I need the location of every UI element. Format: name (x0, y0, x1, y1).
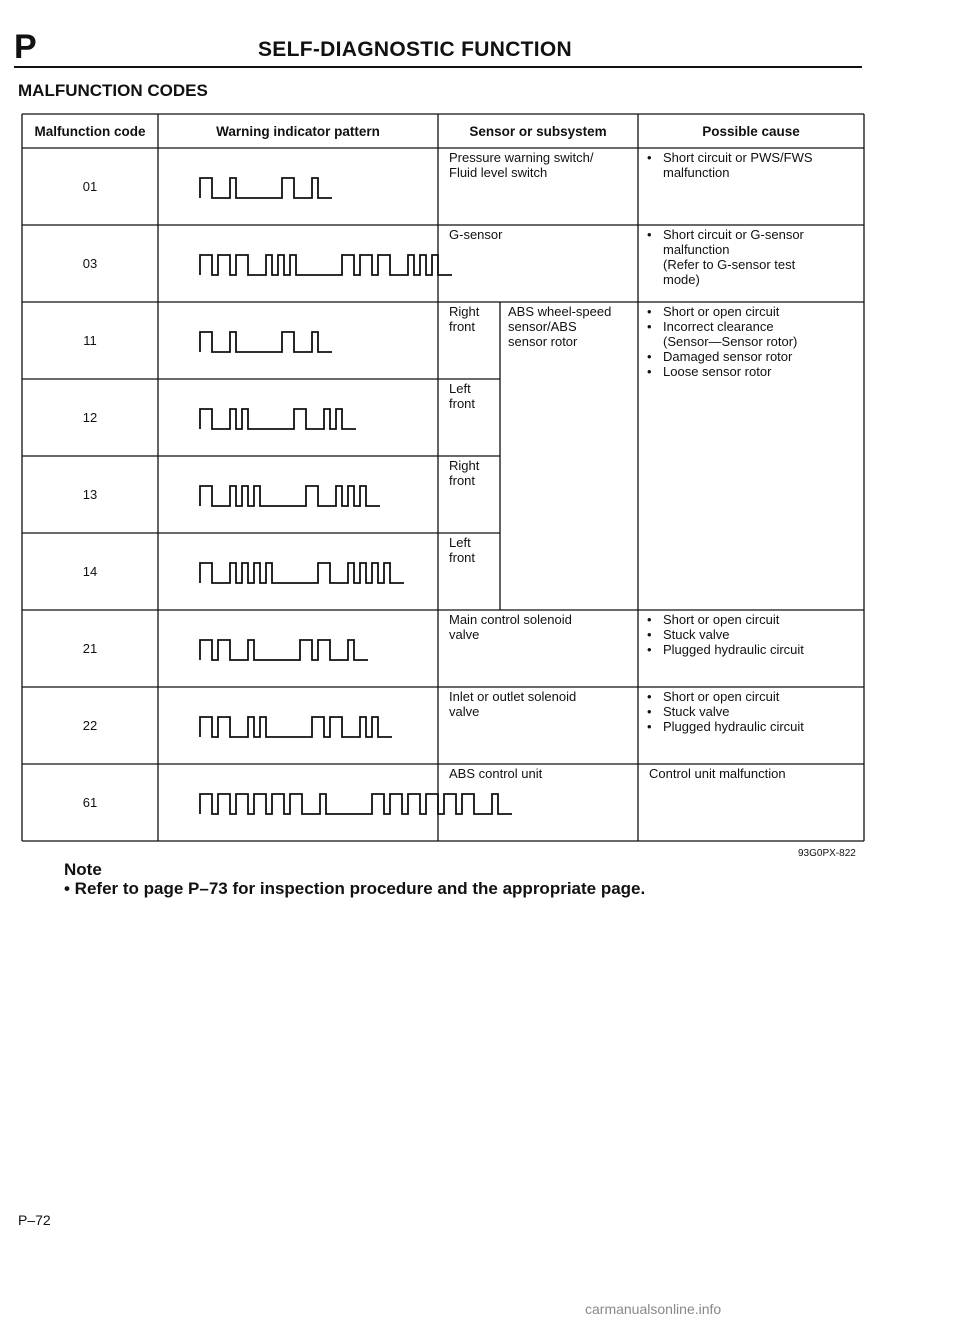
sensor-or-subsystem: G-sensor (449, 227, 503, 242)
possible-cause-item: • Short or open circuit (640, 612, 860, 627)
sensor-position: Left front (449, 535, 476, 565)
possible-cause (640, 150, 860, 180)
possible-cause-item: • Stuck valve (640, 704, 860, 719)
warning-indicator-pattern-12 (200, 409, 356, 429)
warning-indicator-pattern-03 (200, 255, 452, 275)
sensor-position: Right front (449, 304, 480, 334)
possible-cause-item: • Short or open circuit (640, 304, 860, 319)
possible-cause (640, 227, 860, 287)
malfunction-code-01: 01 (82, 179, 98, 194)
possible-cause-item: • Damaged sensor rotor (640, 349, 860, 364)
section-heading: MALFUNCTION CODES (18, 81, 208, 100)
sensor-or-subsystem: Inlet or outlet solenoid valve (449, 689, 577, 719)
header-possible-cause: Possible cause (702, 124, 800, 139)
sensor-or-subsystem: Pressure warning switch/ Fluid level switch (449, 150, 594, 180)
possible-cause-item: • Stuck valve (640, 627, 860, 642)
header-malfunction-code: Malfunction code (34, 124, 146, 139)
warning-indicator-pattern-13 (200, 486, 380, 506)
sensor-position: Right front (449, 458, 480, 488)
possible-cause (640, 689, 860, 734)
header-warning-indicator-pattern: Warning indicator pattern (216, 124, 380, 139)
malfunction-code-22: 22 (82, 718, 98, 733)
warning-indicator-pattern-11 (200, 332, 332, 352)
warning-indicator-pattern-14 (200, 563, 404, 583)
warning-indicator-pattern-61 (200, 794, 512, 814)
warning-indicator-pattern-01 (200, 178, 332, 198)
possible-cause-item: • Plugged hydraulic circuit (640, 719, 860, 734)
figure-id: 93G0PX-822 (798, 848, 856, 859)
malfunction-code-21: 21 (82, 641, 98, 656)
possible-cause-wheel-speed (640, 304, 860, 379)
warning-indicator-pattern-21 (200, 640, 368, 660)
page-number: P–72 (18, 1212, 51, 1228)
malfunction-code-03: 03 (82, 256, 98, 271)
malfunction-code-11: 11 (83, 333, 97, 348)
warning-indicator-pattern-22 (200, 717, 392, 737)
possible-cause (640, 612, 860, 657)
possible-cause-item: • Plugged hydraulic circuit (640, 642, 860, 657)
possible-cause-item: • Short or open circuit (640, 689, 860, 704)
page-title: SELF-DIAGNOSTIC FUNCTION (258, 38, 573, 61)
malfunction-code-14: 14 (82, 564, 98, 579)
header-sensor-or-subsystem: Sensor or subsystem (469, 124, 607, 139)
sensor-or-subsystem-wheel-speed: ABS wheel-speed sensor/ABS sensor rotor (508, 304, 612, 349)
possible-cause-item: • Short circuit or G-sensor malfunction (Refer to G-sensor test mode) (640, 227, 860, 287)
sensor-position: Left front (449, 381, 476, 411)
possible-cause-item: • Short circuit or PWS/FWS malfunction (640, 150, 860, 180)
malfunction-code-61: 61 (82, 795, 98, 810)
malfunction-code-12: 12 (82, 410, 98, 425)
note-text: • Refer to page P–73 for inspection procedure and the appropriate page. (64, 879, 646, 898)
malfunction-code-13: 13 (82, 487, 98, 502)
possible-cause-item: • Loose sensor rotor (640, 364, 860, 379)
watermark: carmanualsonline.info (585, 1301, 722, 1317)
possible-cause: Control unit malfunction (649, 766, 786, 781)
sensor-or-subsystem: Main control solenoid valve (449, 612, 572, 642)
section-letter: P (14, 28, 37, 66)
possible-cause-item: • Incorrect clearance (Sensor—Sensor rotor) (640, 319, 860, 349)
note-title: Note (64, 860, 102, 879)
sensor-or-subsystem: ABS control unit (449, 766, 543, 781)
